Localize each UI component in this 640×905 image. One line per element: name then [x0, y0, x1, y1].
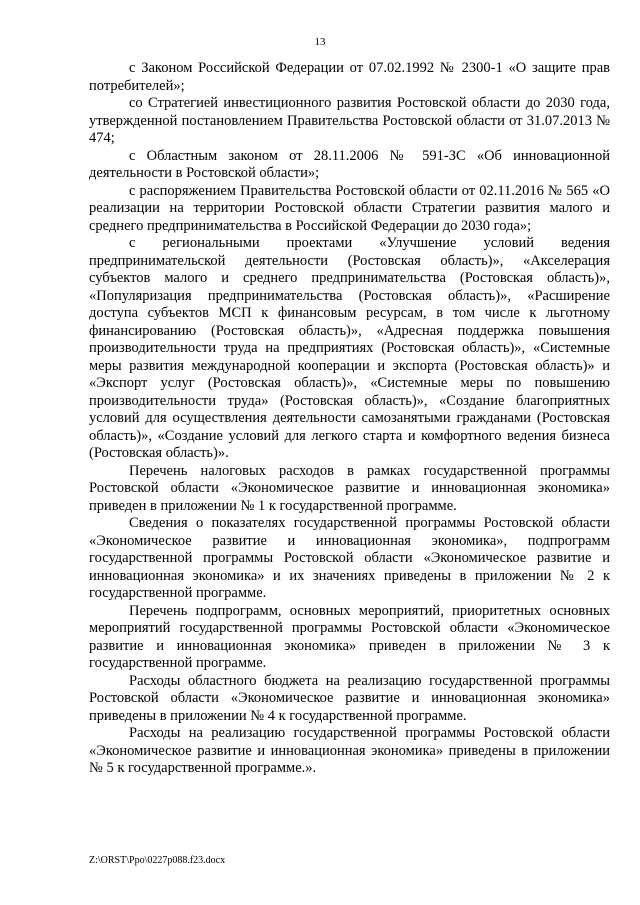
paragraph-regional-budget-expenses: Расходы областного бюджета на реализацию государственной программы Ростовской области «Экономическое развитие и инновационная экономика» приведены в приложении № 4 к государственной программе.: [89, 672, 610, 724]
paragraph-regional-projects: с региональными проектами «Улучшение условий ведения предпринимательской деятельности (Ростовская область)», «Акселерация субъектов малого и среднего предпринимательства (Ростовская область)», «Популяризация предпринимательства (Ростовская область)», «Расширение доступа субъектов МСП к финансовым ресурсам, в том числе к льготному финансированию (Ростовская область)», «Адресная поддержка повышения производительности труда на предприятиях (Ростовская область)», «Системные меры развития международной кооперации и экспорта (Ростовская область)» и «Экспорт услуг (Ростовская область)», «Системные меры по повышению производительности труда» (Ростовская область)», «Создание благоприятных условий для осуществления деятельности самозанятыми гражданами (Ростовская область)», «Создание условий для легкого старта и комфортного ведения бизнеса (Ростовская область)».: [89, 235, 610, 461]
paragraph-subprograms-list: Перечень подпрограмм, основных мероприятий, приоритетных основных мероприятий государственной программы Ростовской области «Экономическое развитие и инновационная экономика» приведен в приложении № 3 к государственной программе.: [89, 602, 610, 671]
paragraph-sme-strategy-order: с распоряжением Правительства Ростовской области от 02.11.2016 № 565 «О реализации на территории Ростовской области Стратегии развития малого и среднего предпринимательства в Российской Федерации до 2030 года»;: [89, 182, 610, 234]
document-body: [89, 60, 610, 778]
paragraph-tax-expenditures: Перечень налоговых расходов в рамках государственной программы Ростовской области «Экономическое развитие и инновационная экономика» приведен в приложении № 1 к государственной программе.: [89, 462, 610, 514]
footer-file-path: Z:\ORST\Ppo\0227p088.f23.docx: [89, 855, 226, 866]
paragraph-innovation-law: с Областным законом от 28.11.2006 № 591-ЗС «Об инновационной деятельности в Ростовской области»;: [89, 147, 610, 181]
paragraph-indicators: Сведения о показателях государственной программы Ростовской области «Экономическое развитие и инновационная экономика», подпрограмм государственной программы Ростовской области «Экономическое развитие и инновационная экономика» и их значениях приведены в приложении № 2 к государственной программе.: [89, 515, 610, 601]
paragraph-consumer-protection-law: с Законом Российской Федерации от 07.02.1992 № 2300-1 «О защите прав потребителей»;: [89, 60, 610, 94]
page-number: 13: [314, 36, 326, 48]
paragraph-program-expenses: Расходы на реализацию государственной программы Ростовской области «Экономическое развитие и инновационная экономика» приведены в приложении № 5 к государственной программе.».: [89, 725, 610, 776]
paragraph-investment-strategy: со Стратегией инвестиционного развития Ростовской области до 2030 года, утвержденной постановлением Правительства Ростовской области от 31.07.2013 № 474;: [89, 95, 610, 146]
